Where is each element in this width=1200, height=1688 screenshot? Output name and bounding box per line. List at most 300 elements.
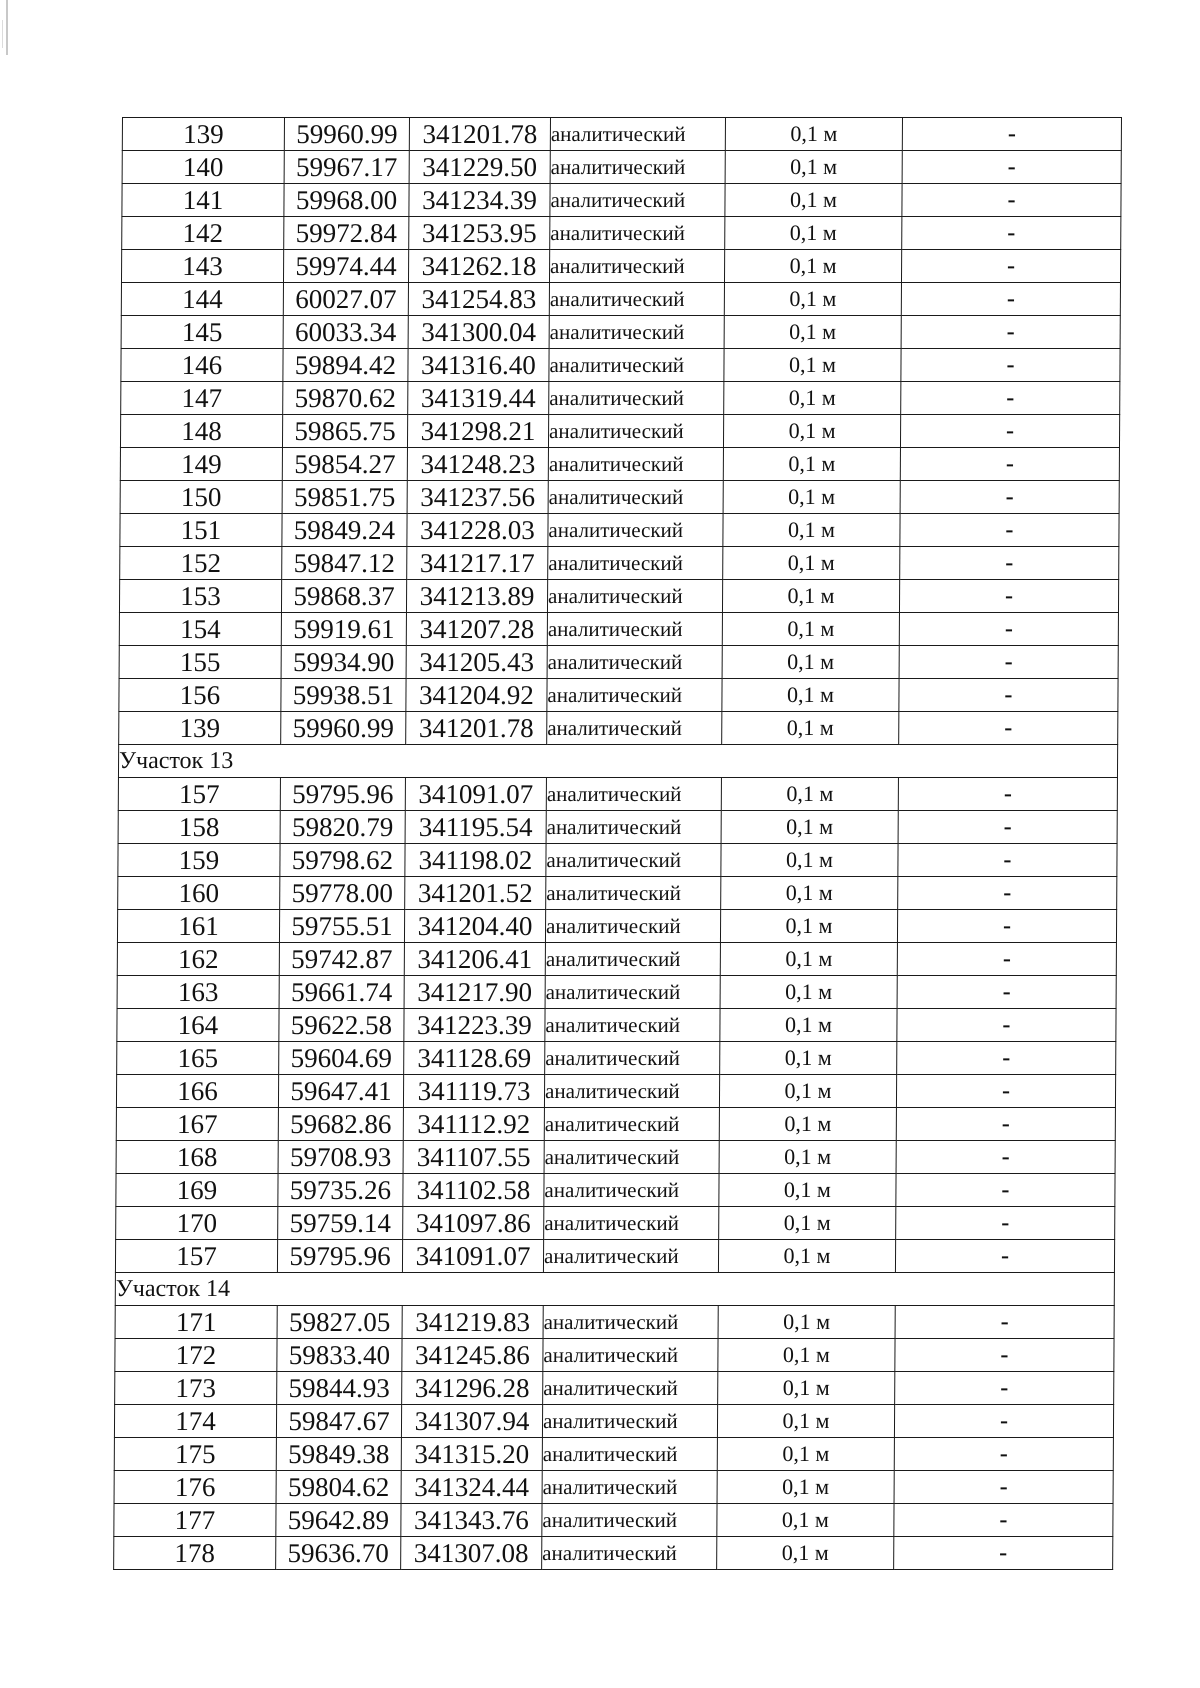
note-cell: - <box>895 1306 1114 1339</box>
y-coordinate-cell: 341229.50 <box>409 151 550 184</box>
accuracy-cell: 0,1 м <box>723 481 900 514</box>
note-cell: - <box>901 283 1120 316</box>
y-coordinate-cell: 341195.54 <box>405 811 546 844</box>
table-row <box>122 118 1121 151</box>
note-cell: - <box>902 151 1121 184</box>
x-coordinate-cell: 59708.93 <box>278 1141 403 1174</box>
x-coordinate-cell: 59735.26 <box>278 1174 403 1207</box>
method-cell: аналитический <box>550 151 725 184</box>
accuracy-cell: 0,1 м <box>719 1075 896 1108</box>
y-coordinate-cell: 341245.86 <box>402 1339 543 1372</box>
note-cell: - <box>900 415 1119 448</box>
table-row <box>119 646 1118 679</box>
x-coordinate-cell: 59960.99 <box>281 712 406 745</box>
table-row <box>121 382 1120 415</box>
method-cell: аналитический <box>544 1075 719 1108</box>
note-cell: - <box>900 547 1119 580</box>
point-number-cell: 157 <box>115 1240 277 1273</box>
point-number-cell: 177 <box>114 1504 276 1537</box>
y-coordinate-cell: 341228.03 <box>407 514 548 547</box>
method-cell: аналитический <box>546 877 721 910</box>
note-cell: - <box>901 316 1120 349</box>
point-number-cell: 145 <box>121 316 283 349</box>
table-row <box>118 844 1117 877</box>
point-number-cell: 155 <box>119 646 281 679</box>
x-coordinate-cell: 59974.44 <box>283 250 408 283</box>
x-coordinate-cell: 59894.42 <box>283 349 408 382</box>
method-cell: аналитический <box>549 349 724 382</box>
method-cell: аналитический <box>543 1306 718 1339</box>
accuracy-cell: 0,1 м <box>722 580 899 613</box>
point-number-cell: 153 <box>119 580 281 613</box>
x-coordinate-cell: 60033.34 <box>283 316 408 349</box>
note-cell: - <box>894 1537 1113 1570</box>
accuracy-cell: 0,1 м <box>725 184 902 217</box>
note-cell: - <box>902 184 1121 217</box>
point-number-cell: 169 <box>116 1174 278 1207</box>
y-coordinate-cell: 341253.95 <box>409 217 550 250</box>
accuracy-cell: 0,1 м <box>718 1372 895 1405</box>
method-cell: аналитический <box>543 1372 718 1405</box>
y-coordinate-cell: 341205.43 <box>406 646 547 679</box>
point-number-cell: 151 <box>120 514 282 547</box>
table-row <box>117 943 1116 976</box>
accuracy-cell: 0,1 м <box>722 646 899 679</box>
accuracy-cell: 0,1 м <box>725 151 902 184</box>
table-row <box>115 1339 1114 1372</box>
point-number-cell: 149 <box>120 448 282 481</box>
accuracy-cell: 0,1 м <box>724 316 901 349</box>
note-cell: - <box>895 1339 1114 1372</box>
table-row <box>115 1306 1114 1339</box>
note-cell: - <box>896 1174 1115 1207</box>
table-row <box>117 1009 1116 1042</box>
y-coordinate-cell: 341206.41 <box>404 943 545 976</box>
x-coordinate-cell: 59968.00 <box>284 184 409 217</box>
x-coordinate-cell: 59827.05 <box>277 1306 402 1339</box>
y-coordinate-cell: 341307.08 <box>401 1537 542 1570</box>
table-row <box>121 316 1120 349</box>
note-cell: - <box>896 1141 1115 1174</box>
y-coordinate-cell: 341217.17 <box>407 547 548 580</box>
y-coordinate-cell: 341201.78 <box>406 712 547 745</box>
point-number-cell: 140 <box>122 151 284 184</box>
accuracy-cell: 0,1 м <box>724 382 901 415</box>
point-number-cell: 159 <box>118 844 280 877</box>
note-cell: - <box>901 382 1120 415</box>
note-cell: - <box>894 1471 1113 1504</box>
table-row <box>122 217 1121 250</box>
note-cell: - <box>902 118 1121 151</box>
x-coordinate-cell: 59742.87 <box>279 943 404 976</box>
accuracy-cell: 0,1 м <box>720 943 897 976</box>
accuracy-cell: 0,1 м <box>717 1471 894 1504</box>
y-coordinate-cell: 341091.07 <box>405 778 546 811</box>
table-row <box>120 415 1119 448</box>
x-coordinate-cell: 59960.99 <box>284 118 409 151</box>
note-cell: - <box>896 1108 1115 1141</box>
table-row <box>119 613 1118 646</box>
table-row <box>118 811 1117 844</box>
method-cell: аналитический <box>549 250 724 283</box>
x-coordinate-cell: 59972.84 <box>284 217 409 250</box>
point-number-cell: 147 <box>121 382 283 415</box>
accuracy-cell: 0,1 м <box>721 811 898 844</box>
method-cell: аналитический <box>550 217 725 250</box>
y-coordinate-cell: 341091.07 <box>402 1240 543 1273</box>
accuracy-cell: 0,1 м <box>723 547 900 580</box>
point-number-cell: 173 <box>115 1372 277 1405</box>
y-coordinate-cell: 341128.69 <box>404 1042 545 1075</box>
point-number-cell: 178 <box>114 1537 276 1570</box>
accuracy-cell: 0,1 м <box>718 1339 895 1372</box>
method-cell: аналитический <box>545 910 720 943</box>
section-label: Участок 14 <box>115 1273 1114 1306</box>
table-row <box>115 1372 1114 1405</box>
note-cell: - <box>897 943 1116 976</box>
accuracy-cell: 0,1 м <box>721 778 898 811</box>
point-number-cell: 163 <box>117 976 279 1009</box>
scan-edge-mark-secondary <box>2 20 3 48</box>
y-coordinate-cell: 341254.83 <box>408 283 549 316</box>
x-coordinate-cell: 59820.79 <box>280 811 405 844</box>
accuracy-cell: 0,1 м <box>719 1174 896 1207</box>
table-row <box>122 184 1121 217</box>
y-coordinate-cell: 341248.23 <box>407 448 548 481</box>
point-number-cell: 167 <box>116 1108 278 1141</box>
table-row <box>116 1108 1115 1141</box>
point-number-cell: 176 <box>114 1471 276 1504</box>
method-cell: аналитический <box>548 448 723 481</box>
point-number-cell: 152 <box>120 547 282 580</box>
accuracy-cell: 0,1 м <box>721 844 898 877</box>
accuracy-cell: 0,1 м <box>717 1438 894 1471</box>
method-cell: аналитический <box>545 976 720 1009</box>
y-coordinate-cell: 341217.90 <box>404 976 545 1009</box>
y-coordinate-cell: 341112.92 <box>403 1108 544 1141</box>
point-number-cell: 142 <box>122 217 284 250</box>
y-coordinate-cell: 341296.28 <box>402 1372 543 1405</box>
point-number-cell: 174 <box>114 1405 276 1438</box>
x-coordinate-cell: 59622.58 <box>279 1009 404 1042</box>
note-cell: - <box>894 1504 1113 1537</box>
x-coordinate-cell: 59682.86 <box>278 1108 403 1141</box>
table-row <box>121 250 1120 283</box>
note-cell: - <box>900 448 1119 481</box>
y-coordinate-cell: 341204.92 <box>406 679 547 712</box>
point-number-cell: 146 <box>121 349 283 382</box>
accuracy-cell: 0,1 м <box>722 613 899 646</box>
accuracy-cell: 0,1 м <box>717 1504 894 1537</box>
x-coordinate-cell: 59795.96 <box>280 778 405 811</box>
accuracy-cell: 0,1 м <box>724 349 901 382</box>
method-cell: аналитический <box>547 712 722 745</box>
method-cell: аналитический <box>543 1339 718 1372</box>
x-coordinate-cell: 59804.62 <box>276 1471 401 1504</box>
x-coordinate-cell: 59844.93 <box>277 1372 402 1405</box>
x-coordinate-cell: 59938.51 <box>281 679 406 712</box>
x-coordinate-cell: 59865.75 <box>282 415 407 448</box>
note-cell: - <box>899 613 1118 646</box>
point-number-cell: 141 <box>122 184 284 217</box>
x-coordinate-cell: 60027.07 <box>283 283 408 316</box>
point-number-cell: 175 <box>114 1438 276 1471</box>
point-number-cell: 150 <box>120 481 282 514</box>
method-cell: аналитический <box>543 1240 718 1273</box>
note-cell: - <box>902 217 1121 250</box>
method-cell: аналитический <box>546 844 721 877</box>
table-row <box>120 547 1119 580</box>
note-cell: - <box>898 844 1117 877</box>
section-header-row <box>118 745 1117 778</box>
method-cell: аналитический <box>547 646 722 679</box>
table-row <box>119 679 1118 712</box>
y-coordinate-cell: 341213.89 <box>406 580 547 613</box>
table-row <box>117 910 1116 943</box>
y-coordinate-cell: 341319.44 <box>408 382 549 415</box>
point-number-cell: 162 <box>117 943 279 976</box>
table-row <box>116 1174 1115 1207</box>
method-cell: аналитический <box>549 316 724 349</box>
y-coordinate-cell: 341324.44 <box>401 1471 542 1504</box>
table-row <box>118 778 1117 811</box>
coordinates-table <box>113 117 1122 1570</box>
table-row <box>116 1141 1115 1174</box>
accuracy-cell: 0,1 м <box>725 217 902 250</box>
point-number-cell: 161 <box>117 910 279 943</box>
y-coordinate-cell: 341262.18 <box>408 250 549 283</box>
method-cell: аналитический <box>542 1438 717 1471</box>
y-coordinate-cell: 341298.21 <box>407 415 548 448</box>
table-row <box>114 1537 1113 1570</box>
table-row <box>114 1438 1113 1471</box>
method-cell: аналитический <box>545 1009 720 1042</box>
point-number-cell: 148 <box>120 415 282 448</box>
y-coordinate-cell: 341300.04 <box>408 316 549 349</box>
note-cell: - <box>895 1372 1114 1405</box>
note-cell: - <box>898 811 1117 844</box>
table-row <box>117 976 1116 1009</box>
table-row <box>120 481 1119 514</box>
point-number-cell: 160 <box>118 877 280 910</box>
note-cell: - <box>894 1405 1113 1438</box>
table-row <box>114 1471 1113 1504</box>
method-cell: аналитический <box>550 118 725 151</box>
x-coordinate-cell: 59849.24 <box>282 514 407 547</box>
point-number-cell: 165 <box>117 1042 279 1075</box>
point-number-cell: 139 <box>119 712 281 745</box>
table-row <box>116 1207 1115 1240</box>
section-header-row <box>115 1273 1114 1306</box>
x-coordinate-cell: 59919.61 <box>281 613 406 646</box>
y-coordinate-cell: 341234.39 <box>409 184 550 217</box>
accuracy-cell: 0,1 м <box>720 910 897 943</box>
note-cell: - <box>896 1207 1115 1240</box>
accuracy-cell: 0,1 м <box>724 283 901 316</box>
method-cell: аналитический <box>544 1207 719 1240</box>
accuracy-cell: 0,1 м <box>723 415 900 448</box>
note-cell: - <box>896 1075 1115 1108</box>
y-coordinate-cell: 341107.55 <box>403 1141 544 1174</box>
point-number-cell: 166 <box>116 1075 278 1108</box>
method-cell: аналитический <box>547 679 722 712</box>
table-row <box>121 349 1120 382</box>
accuracy-cell: 0,1 м <box>724 250 901 283</box>
y-coordinate-cell: 341207.28 <box>406 613 547 646</box>
x-coordinate-cell: 59636.70 <box>276 1537 401 1570</box>
method-cell: аналитический <box>544 1174 719 1207</box>
method-cell: аналитический <box>550 184 725 217</box>
x-coordinate-cell: 59967.17 <box>284 151 409 184</box>
y-coordinate-cell: 341097.86 <box>403 1207 544 1240</box>
method-cell: аналитический <box>542 1471 717 1504</box>
table-row <box>114 1405 1113 1438</box>
y-coordinate-cell: 341201.52 <box>405 877 546 910</box>
note-cell: - <box>898 877 1117 910</box>
x-coordinate-cell: 59642.89 <box>276 1504 401 1537</box>
note-cell: - <box>897 976 1116 1009</box>
point-number-cell: 139 <box>122 118 284 151</box>
y-coordinate-cell: 341102.58 <box>403 1174 544 1207</box>
note-cell: - <box>901 349 1120 382</box>
method-cell: аналитический <box>545 943 720 976</box>
y-coordinate-cell: 341204.40 <box>404 910 545 943</box>
x-coordinate-cell: 59798.62 <box>280 844 405 877</box>
method-cell: аналитический <box>548 547 723 580</box>
x-coordinate-cell: 59778.00 <box>280 877 405 910</box>
x-coordinate-cell: 59759.14 <box>278 1207 403 1240</box>
y-coordinate-cell: 341307.94 <box>401 1405 542 1438</box>
x-coordinate-cell: 59847.12 <box>282 547 407 580</box>
note-cell: - <box>897 1042 1116 1075</box>
point-number-cell: 168 <box>116 1141 278 1174</box>
x-coordinate-cell: 59849.38 <box>276 1438 401 1471</box>
method-cell: аналитический <box>548 481 723 514</box>
x-coordinate-cell: 59851.75 <box>282 481 407 514</box>
point-number-cell: 158 <box>118 811 280 844</box>
coordinates-table-body <box>114 118 1122 1570</box>
note-cell: - <box>895 1240 1114 1273</box>
accuracy-cell: 0,1 м <box>717 1405 894 1438</box>
note-cell: - <box>894 1438 1113 1471</box>
point-number-cell: 172 <box>115 1339 277 1372</box>
method-cell: аналитический <box>542 1504 717 1537</box>
x-coordinate-cell: 59604.69 <box>279 1042 404 1075</box>
y-coordinate-cell: 341316.40 <box>408 349 549 382</box>
accuracy-cell: 0,1 м <box>725 118 902 151</box>
point-number-cell: 154 <box>119 613 281 646</box>
y-coordinate-cell: 341223.39 <box>404 1009 545 1042</box>
x-coordinate-cell: 59934.90 <box>281 646 406 679</box>
x-coordinate-cell: 59854.27 <box>282 448 407 481</box>
note-cell: - <box>901 250 1120 283</box>
point-number-cell: 157 <box>118 778 280 811</box>
note-cell: - <box>898 778 1117 811</box>
accuracy-cell: 0,1 м <box>719 1207 896 1240</box>
method-cell: аналитический <box>549 283 724 316</box>
table-row <box>120 514 1119 547</box>
accuracy-cell: 0,1 м <box>720 1009 897 1042</box>
scan-edge-mark <box>6 0 8 55</box>
accuracy-cell: 0,1 м <box>722 712 899 745</box>
y-coordinate-cell: 341343.76 <box>401 1504 542 1537</box>
x-coordinate-cell: 59755.51 <box>279 910 404 943</box>
table-row <box>115 1240 1114 1273</box>
y-coordinate-cell: 341201.78 <box>409 118 550 151</box>
coordinates-table-container <box>113 117 1122 1570</box>
table-row <box>118 877 1117 910</box>
note-cell: - <box>900 514 1119 547</box>
method-cell: аналитический <box>548 514 723 547</box>
method-cell: аналитический <box>546 778 721 811</box>
accuracy-cell: 0,1 м <box>722 679 899 712</box>
y-coordinate-cell: 341198.02 <box>405 844 546 877</box>
method-cell: аналитический <box>546 811 721 844</box>
x-coordinate-cell: 59647.41 <box>278 1075 403 1108</box>
point-number-cell: 156 <box>119 679 281 712</box>
y-coordinate-cell: 341119.73 <box>403 1075 544 1108</box>
x-coordinate-cell: 59870.62 <box>283 382 408 415</box>
note-cell: - <box>897 910 1116 943</box>
section-label: Участок 13 <box>118 745 1117 778</box>
accuracy-cell: 0,1 м <box>719 1141 896 1174</box>
table-row <box>119 712 1118 745</box>
y-coordinate-cell: 341219.83 <box>402 1306 543 1339</box>
method-cell: аналитический <box>542 1537 717 1570</box>
accuracy-cell: 0,1 м <box>721 877 898 910</box>
accuracy-cell: 0,1 м <box>718 1240 895 1273</box>
accuracy-cell: 0,1 м <box>723 514 900 547</box>
accuracy-cell: 0,1 м <box>720 1042 897 1075</box>
accuracy-cell: 0,1 м <box>718 1306 895 1339</box>
method-cell: аналитический <box>542 1405 717 1438</box>
method-cell: аналитический <box>544 1108 719 1141</box>
x-coordinate-cell: 59795.96 <box>277 1240 402 1273</box>
method-cell: аналитический <box>547 580 722 613</box>
table-row <box>116 1075 1115 1108</box>
method-cell: аналитический <box>548 415 723 448</box>
note-cell: - <box>900 481 1119 514</box>
table-row <box>121 283 1120 316</box>
method-cell: аналитический <box>547 613 722 646</box>
note-cell: - <box>899 712 1118 745</box>
method-cell: аналитический <box>549 382 724 415</box>
point-number-cell: 164 <box>117 1009 279 1042</box>
point-number-cell: 171 <box>115 1306 277 1339</box>
y-coordinate-cell: 341315.20 <box>401 1438 542 1471</box>
note-cell: - <box>899 679 1118 712</box>
note-cell: - <box>897 1009 1116 1042</box>
point-number-cell: 144 <box>121 283 283 316</box>
table-row <box>122 151 1121 184</box>
table-row <box>119 580 1118 613</box>
table-row <box>120 448 1119 481</box>
note-cell: - <box>899 580 1118 613</box>
accuracy-cell: 0,1 м <box>723 448 900 481</box>
x-coordinate-cell: 59661.74 <box>279 976 404 1009</box>
table-row <box>114 1504 1113 1537</box>
note-cell: - <box>899 646 1118 679</box>
accuracy-cell: 0,1 м <box>717 1537 894 1570</box>
x-coordinate-cell: 59868.37 <box>281 580 406 613</box>
method-cell: аналитический <box>544 1141 719 1174</box>
table-row <box>117 1042 1116 1075</box>
point-number-cell: 170 <box>116 1207 278 1240</box>
y-coordinate-cell: 341237.56 <box>407 481 548 514</box>
accuracy-cell: 0,1 м <box>720 976 897 1009</box>
point-number-cell: 143 <box>121 250 283 283</box>
x-coordinate-cell: 59833.40 <box>277 1339 402 1372</box>
